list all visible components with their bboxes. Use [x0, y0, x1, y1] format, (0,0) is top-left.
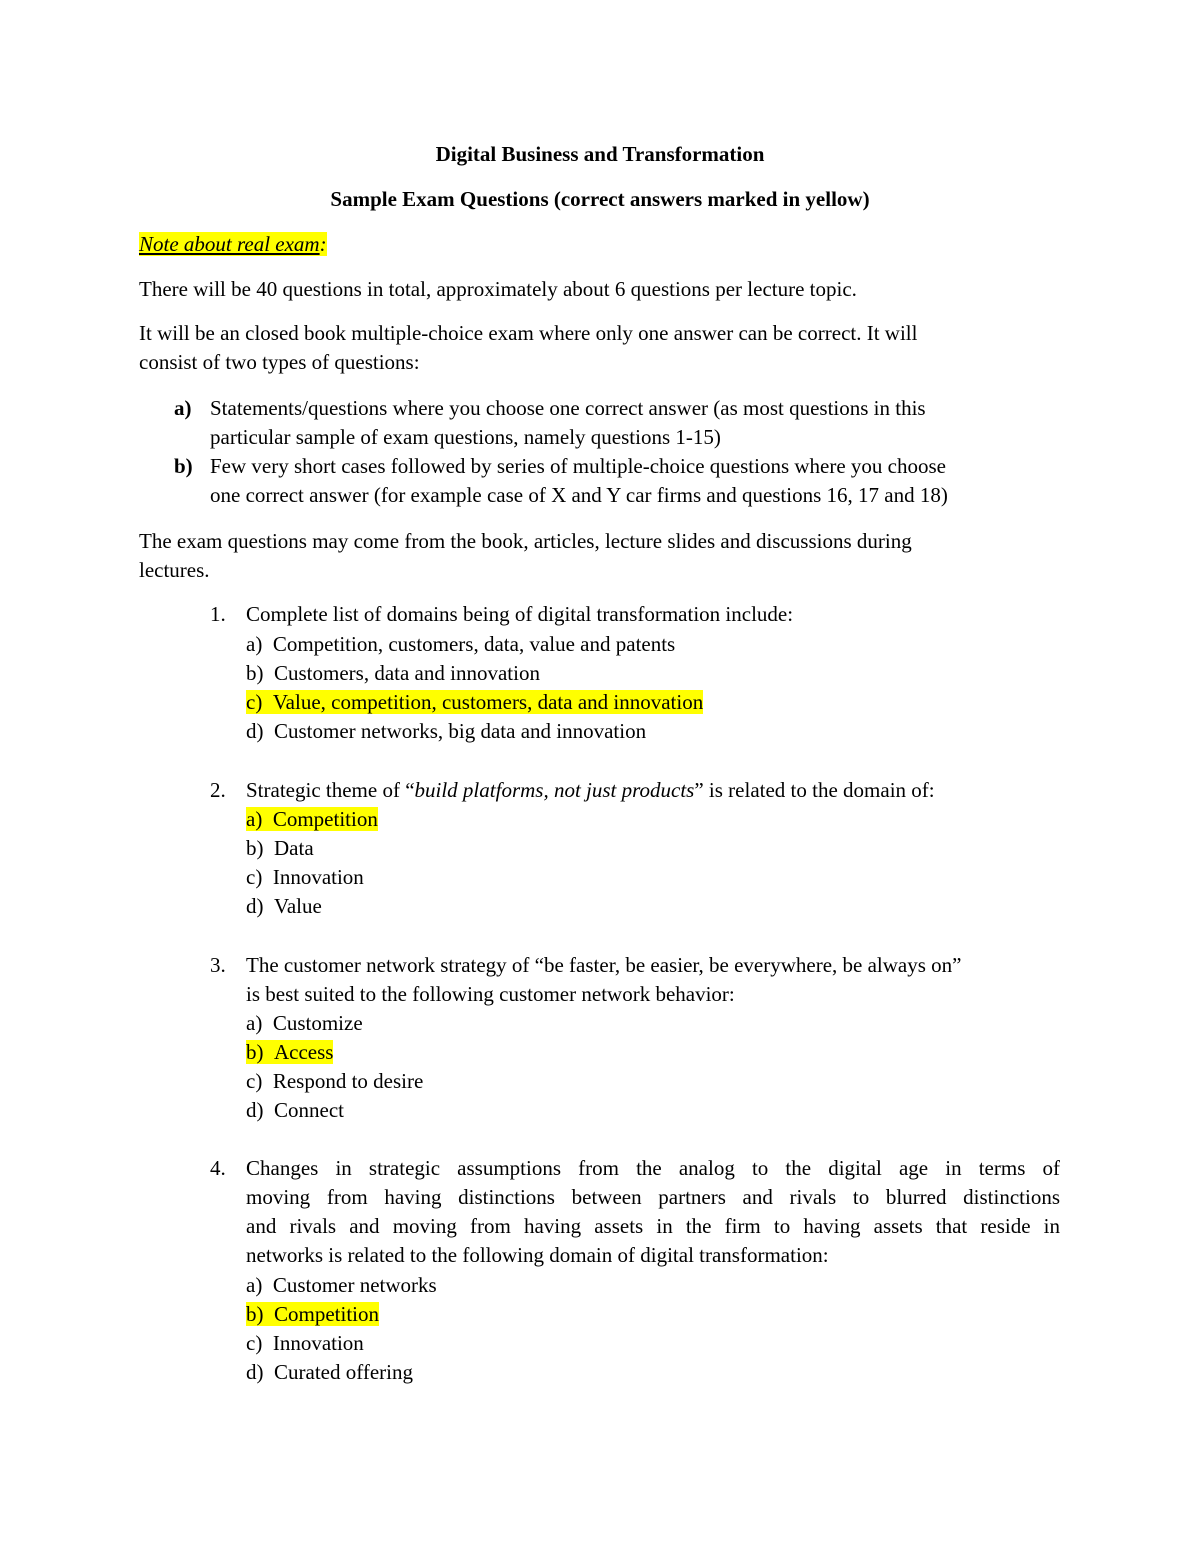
- answer-option: a) Competition, customers, data, value and patents: [246, 632, 676, 656]
- sources-line: lectures.: [139, 558, 210, 582]
- answer-option: a) Customize: [246, 1011, 363, 1035]
- question-text: Strategic theme of “build platforms, not just products” is related to the domain of:: [246, 778, 935, 802]
- note-label: Note about real exam: [139, 232, 320, 256]
- document-title: Digital Business and Transformation: [435, 142, 765, 166]
- intro-line: It will be an closed book multiple-choice exam where only one answer can be correct. It will: [139, 321, 918, 345]
- answer-option: d) Value: [246, 894, 322, 918]
- answer-option: c) Innovation: [246, 1331, 364, 1355]
- question-text: moving from having distinctions between partners and rivals to blurred distinctions: [246, 1185, 1060, 1209]
- intro-line: There will be 40 questions in total, approximately about 6 questions per lecture topic.: [139, 277, 857, 301]
- answer-option-correct: c) Value, competition, customers, data and innovation: [246, 690, 704, 714]
- question-text: networks is related to the following domain of digital transformation:: [246, 1243, 829, 1267]
- answer-option: d) Curated offering: [246, 1360, 413, 1384]
- type-line: one correct answer (for example case of X and Y car firms and questions 16, 17 and 18): [210, 483, 948, 507]
- answer-option: a) Customer networks: [246, 1273, 437, 1297]
- type-marker: b): [174, 454, 193, 478]
- answer-option: d) Customer networks, big data and innovation: [246, 719, 647, 743]
- question-text: is best suited to the following customer network behavior:: [246, 982, 735, 1006]
- answer-option: c) Respond to desire: [246, 1069, 424, 1093]
- type-marker: a): [174, 396, 192, 420]
- question-number: 3.: [210, 953, 226, 977]
- answer-option: c) Innovation: [246, 865, 364, 889]
- note-colon: :: [319, 232, 327, 256]
- answer-option-correct: b) Access: [246, 1040, 334, 1064]
- type-line: particular sample of exam questions, namely questions 1-15): [210, 425, 721, 449]
- question-number: 4.: [210, 1156, 226, 1180]
- type-line: Statements/questions where you choose one correct answer (as most questions in this: [210, 396, 926, 420]
- question-number: 2.: [210, 778, 226, 802]
- question-text: Changes in strategic assumptions from the analog to the digital age in terms of: [246, 1156, 1060, 1180]
- type-line: Few very short cases followed by series of multiple-choice questions where you choose: [210, 454, 946, 478]
- document-subtitle: Sample Exam Questions (correct answers marked in yellow): [330, 187, 870, 211]
- question-text: Complete list of domains being of digital transformation include:: [246, 602, 794, 626]
- answer-option-correct: b) Competition: [246, 1302, 379, 1326]
- sources-line: The exam questions may come from the book, articles, lecture slides and discussions during: [139, 529, 912, 553]
- answer-option-correct: a) Competition: [246, 807, 378, 831]
- answer-option: b) Customers, data and innovation: [246, 661, 540, 685]
- answer-option: d) Connect: [246, 1098, 344, 1122]
- intro-line: consist of two types of questions:: [139, 350, 420, 374]
- question-text: The customer network strategy of “be faster, be easier, be everywhere, be always on”: [246, 953, 962, 977]
- question-text: and rivals and moving from having assets in the firm to having assets that reside in: [246, 1214, 1060, 1238]
- question-number: 1.: [210, 602, 226, 626]
- note-heading: [139, 234, 327, 255]
- answer-option: b) Data: [246, 836, 314, 860]
